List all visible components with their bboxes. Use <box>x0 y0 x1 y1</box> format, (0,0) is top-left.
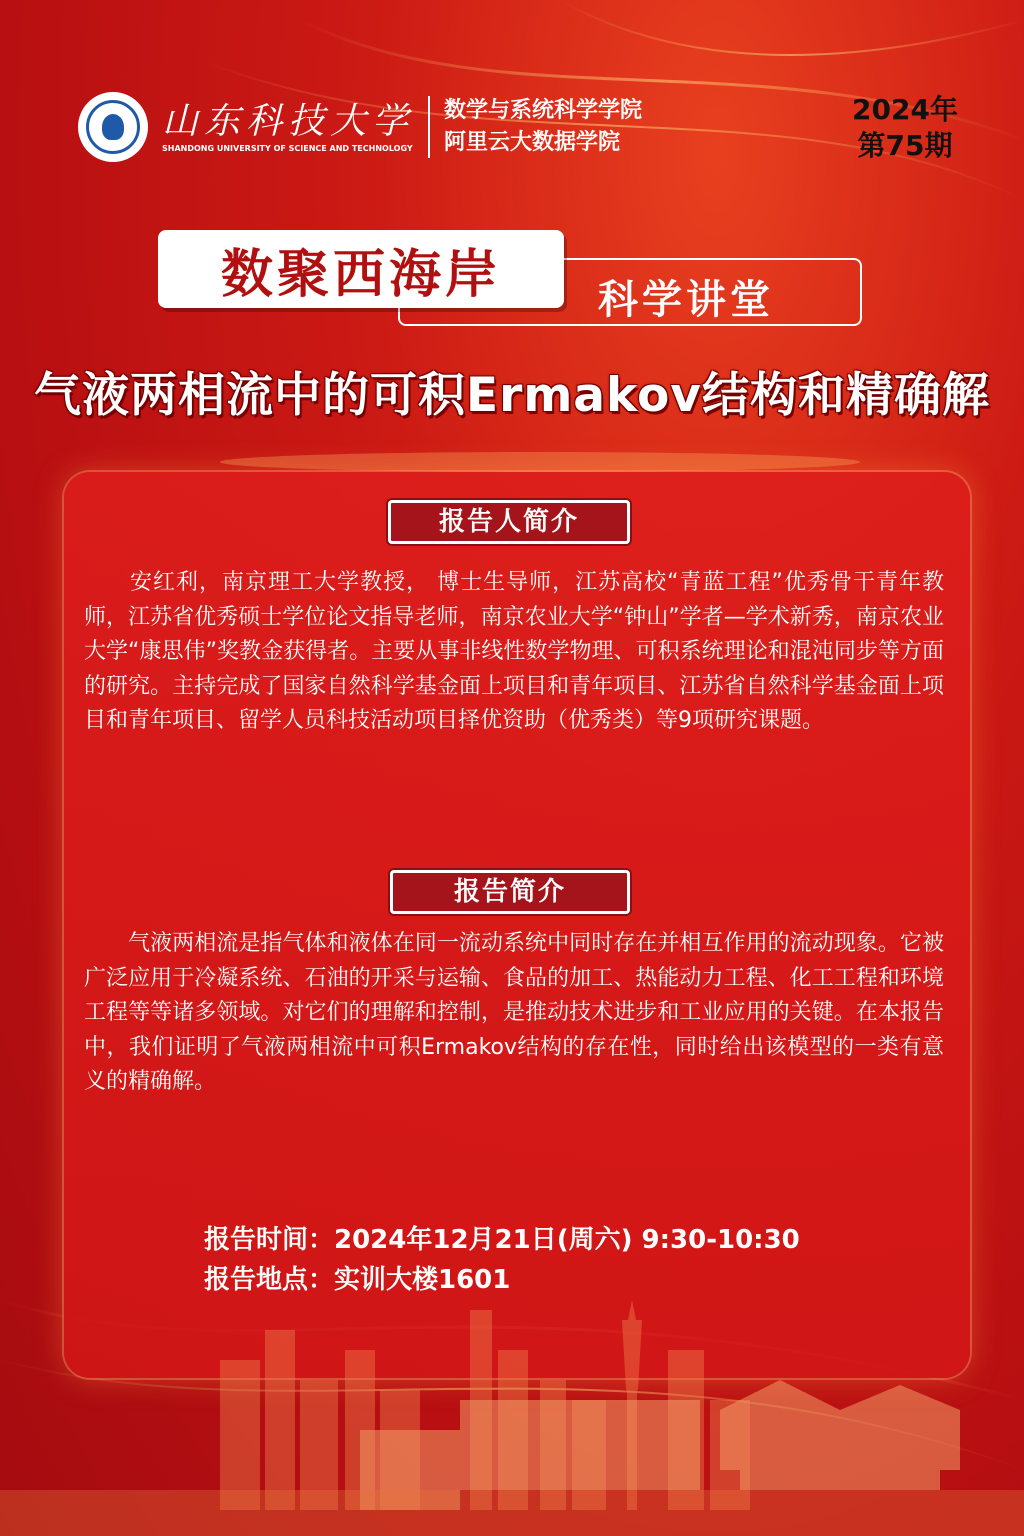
speaker-heading: 报告人简介 <box>388 500 630 544</box>
report-time: 报告时间：2024年12月21日(周六) 9:30-10:30 <box>204 1225 800 1255</box>
university-name-en: SHANDONG UNIVERSITY OF SCIENCE AND TECHNOLOGY <box>162 143 413 153</box>
college-names <box>444 95 642 159</box>
issue-index: 第75期 <box>857 129 953 162</box>
university-emblem-icon <box>78 92 148 162</box>
issue-number <box>840 92 970 164</box>
lecture-title: 气液两相流中的可积Ermakov结构和精确解 <box>34 368 990 423</box>
city-skyline-illustration <box>0 1290 1024 1536</box>
university-name-cn: 山东科技大学 <box>162 100 415 142</box>
university-logo <box>78 92 642 162</box>
report-location: 报告地点：实训大楼1601 <box>204 1265 511 1295</box>
issue-year: 2024年 <box>852 93 958 126</box>
report-abstract: 气液两相流是指气体和液体在同一流动系统中同时存在并相互作用的流动现象。它被广泛应用于冷凝系统、石油的开采与运输、食品的加工、热能动力工程、化工工程和环境工程等等诸多领域。对它们的理解和控制，是推动技术进步和工业应用的关键。在本报告中，我们证明了气液两相流中可积Ermakov结构的存在性，同时给出该模型的一类有意义的精确解。 <box>84 931 944 1094</box>
report-heading: 报告简介 <box>390 870 630 914</box>
college-line-1: 数学与系统科学学院 <box>444 98 643 123</box>
logo-divider <box>428 96 430 158</box>
banner-main-text: 数聚西海岸 <box>220 244 501 305</box>
banner-main <box>158 230 564 308</box>
speaker-bio: 安红利，南京理工大学教授， 博士生导师，江苏高校“青蓝工程”优秀骨干青年教师，江苏省优秀硕士学位论文指导老师，南京农业大学“钟山”学者—学术新秀，南京农业大学“康思伟”奖教金获得者。主要从事非线性数学物理、可积系统理论和混沌同步等方面的研究。主持完成了国家自然科学基金面上项目和青年项目、江苏省自然科学基金面上项目和青年项目、留学人员科技活动项目择优资助（优秀类）等9项研究课题。 <box>84 570 944 733</box>
college-line-2: 阿里云大数据学院 <box>444 130 621 155</box>
banner-sub-text: 科学讲堂 <box>598 277 774 323</box>
